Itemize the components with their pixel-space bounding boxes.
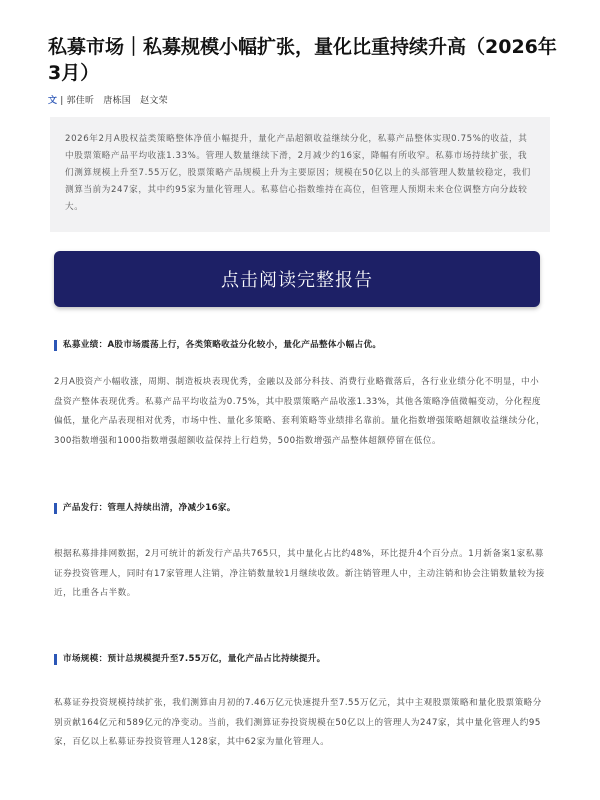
- summary-box: [50, 117, 550, 232]
- section-body-performance: 2月A股资产小幅收涨，周期、制造板块表现优秀，金融以及部分科技、消费行业略微落后，各行业业绩分化不明显，中小盘资产整体表现优秀。私募产品平均收益为0.75%，其中股票策略产品收涨1.33%，其他各策略净值微幅变动，分化程度偏低，量化产品表现相对优秀，市场中性、量化多策略、套利策略等业绩排名靠前。量化指数增强策略超额收益继续分化，300指数增强和1000指数增强超额收益保持上行趋势，500指数增强产品整体超额停留在低位。: [54, 377, 546, 446]
- section-heading-issuance: 产品发行：管理人持续出清，净减少16家。: [54, 503, 236, 514]
- section-body-issuance: 根据私募排排网数据，2月可统计的新发行产品共765只，其中量化占比约48%，环比提升4个百分点。1月新备案1家私募证券投资管理人，同时有17家管理人注销，净注销数量较1月继续收敛。新注销管理人中，主动注销和协会注销数量较为接近，比重各占半数。: [54, 549, 545, 598]
- section-body-market-size: 私募证券投资规模持续扩张，我们测算由月初的7.46万亿元快速提升至7.55万亿元，其中主观股票策略和量化股票策略分别贡献164亿元和589亿元的净变动。当前，我们测算证券投资规模在50亿以上的管理人为247家，其中量化管理人约95家，百亿以上私募证券投资管理人128家，其中62家为量化管理人。: [54, 698, 542, 747]
- read-full-report-label: 点击阅读完整报告: [221, 270, 373, 291]
- byline: [48, 93, 168, 106]
- section-heading-performance: 私募业绩：A股市场震荡上行，各类策略收益分化较小，量化产品整体小幅占优。: [54, 340, 381, 351]
- byline-authors: 郭佳昕 唐栋国 赵文荣: [66, 96, 168, 106]
- read-full-report-button[interactable]: [54, 251, 540, 307]
- page-title: 私募市场｜私募规模小幅扩张，量化比重持续升高（2026年3月）: [48, 36, 557, 84]
- section-heading-market-size: 市场规模：预计总规模提升至7.55万亿，量化产品占比持续提升。: [54, 654, 326, 665]
- byline-prefix: 文: [48, 96, 58, 106]
- byline-separator: |: [60, 96, 67, 106]
- summary-text: 2026年2月A股权益类策略整体净值小幅提升，量化产品超额收益继续分化，私募产品整体实现0.75%的收益，其中股票策略产品平均收涨1.33%。管理人数量继续下滑，2月减少约16家，降幅有所收窄。私募市场持续扩张，我们测算规模上升至7.55万亿，股票策略产品规模上升为主要原因；规模在50亿以上的头部管理人数量较稳定，我们测算当前为247家，其中约95家为量化管理人。私募信心指数维持在高位，但管理人预期未来仓位调整方向分歧较大。: [65, 134, 531, 212]
